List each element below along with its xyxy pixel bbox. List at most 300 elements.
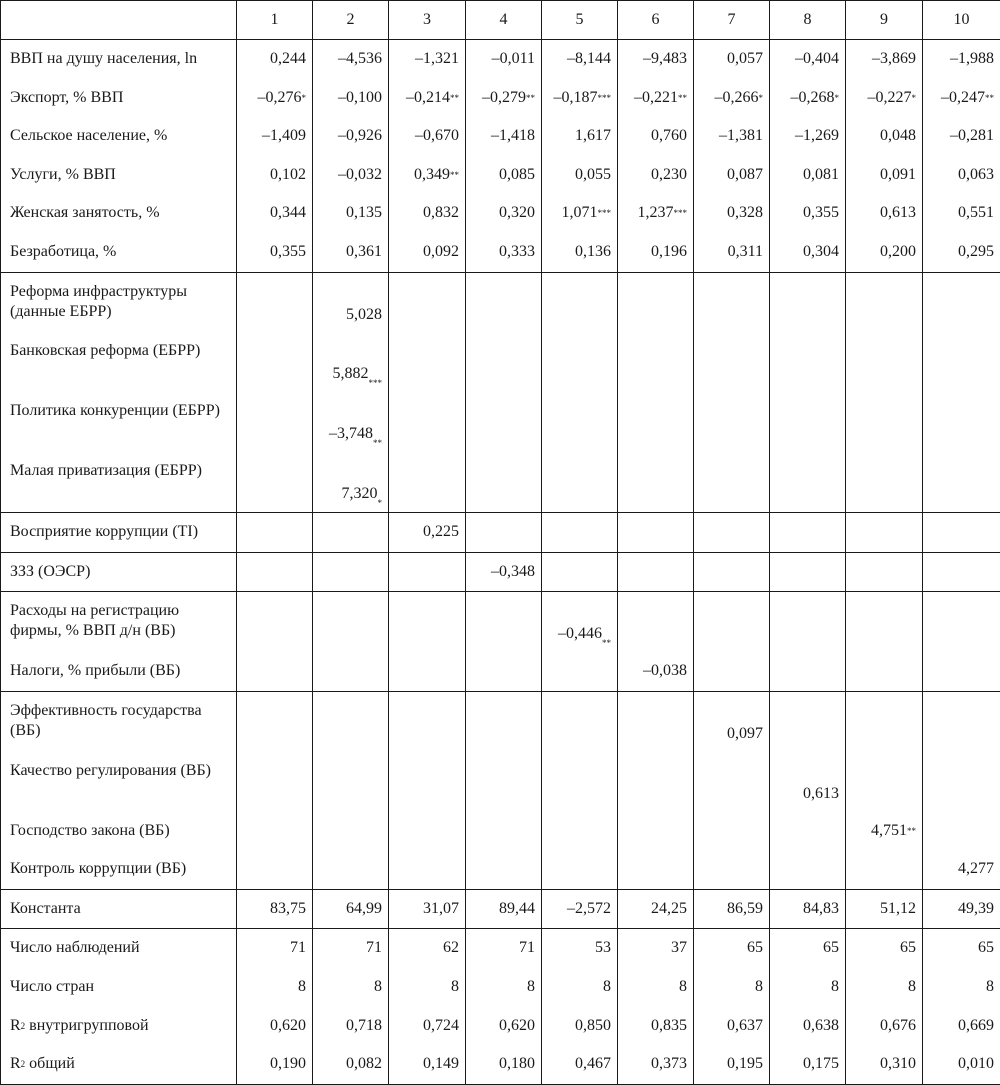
table-cell bbox=[618, 889, 694, 929]
cell-value: 31,07 bbox=[423, 899, 459, 917]
table-cell bbox=[237, 592, 313, 652]
table-row bbox=[1, 452, 1000, 512]
cell-value: 0,097 bbox=[727, 724, 763, 742]
column-header: 9 bbox=[846, 1, 923, 40]
cell-value: 0,081 bbox=[803, 165, 839, 183]
table-cell bbox=[694, 592, 770, 652]
table-cell bbox=[770, 592, 846, 652]
cell-value: 89,44 bbox=[499, 899, 535, 917]
row-label bbox=[1, 79, 237, 118]
table-cell bbox=[618, 929, 694, 968]
table-cell bbox=[313, 40, 389, 79]
cell-value: 0,092 bbox=[423, 242, 459, 260]
row-label bbox=[1, 592, 237, 652]
cell-value: 4,751 bbox=[871, 821, 907, 839]
table-cell bbox=[694, 194, 770, 233]
cell-value: –0,227 bbox=[867, 88, 912, 106]
table-cell bbox=[389, 233, 466, 272]
table-cell bbox=[313, 889, 389, 929]
table-cell bbox=[466, 452, 542, 512]
table-row bbox=[1, 850, 1000, 889]
table-cell: –0,187 *** bbox=[542, 79, 618, 118]
table-cell bbox=[389, 592, 466, 652]
row-label-text: Услуги, % ВВП bbox=[10, 165, 116, 183]
cell-value: 8 bbox=[986, 978, 994, 996]
table-cell bbox=[313, 592, 389, 652]
cell-value: 1,071 bbox=[561, 204, 598, 222]
table-cell bbox=[389, 392, 466, 452]
table-cell: 1,071 *** bbox=[542, 194, 618, 233]
cell-value: 0,244 bbox=[270, 50, 306, 67]
table-cell bbox=[389, 332, 466, 392]
table-cell bbox=[237, 233, 313, 272]
table-cell bbox=[542, 156, 618, 195]
cell-value: 71 bbox=[290, 939, 306, 957]
table-cell bbox=[618, 452, 694, 512]
row-label-text: Сельское население, % bbox=[10, 127, 168, 145]
column-header: 2 bbox=[313, 1, 389, 40]
table-cell bbox=[770, 929, 846, 968]
cell-value: 0,349 bbox=[414, 165, 450, 183]
table-cell bbox=[923, 968, 1000, 1007]
cell-value: –3,869 bbox=[872, 50, 916, 67]
row-label-text: ВВП на душу населения, ln bbox=[10, 50, 198, 67]
table-cell bbox=[389, 850, 466, 889]
table-cell bbox=[846, 929, 923, 968]
table-cell bbox=[237, 652, 313, 691]
table-cell bbox=[846, 968, 923, 1007]
cell-value: 0,136 bbox=[575, 242, 611, 260]
table-cell: –0,227 * bbox=[846, 79, 923, 118]
row-label-text: R bbox=[10, 1055, 21, 1073]
row-label-text: Расходы на регистрацию фирмы, % ВВП д/н (ВБ) bbox=[10, 602, 180, 640]
table-cell bbox=[313, 1045, 389, 1084]
row-label-text: Политика конкуренции (ЕБРР) bbox=[10, 402, 220, 420]
table-cell bbox=[466, 1045, 542, 1084]
table-cell bbox=[237, 194, 313, 233]
table-cell bbox=[618, 513, 694, 553]
table-cell bbox=[237, 272, 313, 332]
table-cell bbox=[846, 194, 923, 233]
table-cell: –0,214 ** bbox=[389, 79, 466, 118]
table-cell bbox=[770, 194, 846, 233]
row-label bbox=[1, 117, 237, 156]
table-body bbox=[1, 40, 1000, 1085]
table-cell bbox=[389, 752, 466, 812]
row-label-text: ЗЗЗ (ОЭСР) bbox=[10, 562, 91, 580]
cell-value: 0,361 bbox=[346, 242, 382, 260]
table-cell bbox=[694, 652, 770, 691]
table-cell bbox=[389, 691, 466, 751]
table-cell bbox=[313, 513, 389, 553]
cell-value: 0,613 bbox=[880, 204, 916, 222]
cell-value: –1,988 bbox=[950, 50, 994, 67]
table-cell bbox=[923, 592, 1000, 652]
cell-value: 0,195 bbox=[727, 1055, 763, 1073]
table-cell: –0,279 ** bbox=[466, 79, 542, 118]
table-cell bbox=[618, 752, 694, 812]
cell-value: 0,010 bbox=[958, 1055, 994, 1073]
table-cell bbox=[313, 117, 389, 156]
cell-value: 0,085 bbox=[499, 165, 535, 183]
cell-value: 62 bbox=[443, 939, 459, 957]
table-cell bbox=[846, 752, 923, 812]
table-cell: –0,276 * bbox=[237, 79, 313, 118]
table-cell bbox=[923, 452, 1000, 512]
table-cell bbox=[770, 272, 846, 332]
cell-value: 53 bbox=[595, 939, 611, 957]
table-cell bbox=[923, 392, 1000, 452]
table-cell bbox=[542, 968, 618, 1007]
column-header: 7 bbox=[694, 1, 770, 40]
table-cell bbox=[389, 1007, 466, 1046]
table-cell bbox=[846, 552, 923, 592]
cell-value: –1,409 bbox=[262, 127, 306, 145]
row-label bbox=[1, 452, 237, 512]
cell-value: 8 bbox=[527, 978, 535, 996]
table-cell bbox=[466, 513, 542, 553]
table-cell: 1,237 *** bbox=[618, 194, 694, 233]
table-cell bbox=[542, 752, 618, 812]
table-cell bbox=[923, 194, 1000, 233]
table-cell bbox=[466, 652, 542, 691]
cell-value: 0,832 bbox=[423, 204, 459, 222]
cell-value: 0,373 bbox=[651, 1055, 687, 1073]
cell-value: –0,266 bbox=[714, 88, 759, 106]
table-cell bbox=[618, 332, 694, 392]
table-cell: 0,349 ** bbox=[389, 156, 466, 195]
cell-value: –0,221 bbox=[634, 88, 678, 106]
table-cell bbox=[846, 40, 923, 79]
row-label-text: внутригрупповой bbox=[25, 1016, 149, 1034]
table-row bbox=[1, 272, 1000, 332]
row-label-text: Налоги, % прибыли (ВБ) bbox=[10, 662, 181, 680]
table-cell bbox=[389, 929, 466, 968]
table-cell bbox=[923, 812, 1000, 851]
table-cell bbox=[313, 652, 389, 691]
table-cell bbox=[770, 1045, 846, 1084]
table-cell bbox=[618, 691, 694, 751]
table-cell bbox=[389, 272, 466, 332]
table-cell bbox=[389, 40, 466, 79]
table-cell: –0,268 * bbox=[770, 79, 846, 118]
table-cell bbox=[542, 850, 618, 889]
header-corner bbox=[1, 1, 237, 40]
table-cell bbox=[846, 156, 923, 195]
cell-value: 51,12 bbox=[880, 899, 916, 917]
table-cell bbox=[237, 40, 313, 79]
row-label bbox=[1, 392, 237, 452]
cell-value: 0,613 bbox=[803, 784, 839, 802]
table-cell bbox=[923, 652, 1000, 691]
table-cell bbox=[542, 652, 618, 691]
cell-value: 0,082 bbox=[346, 1055, 382, 1073]
table-row bbox=[1, 691, 1000, 751]
row-label-text: Реформа инфраструктуры (данные ЕБРР) bbox=[10, 282, 187, 320]
cell-value: –1,269 bbox=[795, 127, 839, 145]
table-row bbox=[1, 812, 1000, 851]
table-cell bbox=[466, 117, 542, 156]
table-cell bbox=[313, 233, 389, 272]
cell-value: 37 bbox=[671, 939, 687, 957]
table-cell bbox=[466, 332, 542, 392]
table-cell bbox=[618, 552, 694, 592]
table-row bbox=[1, 592, 1000, 652]
table-cell bbox=[618, 1045, 694, 1084]
table-cell bbox=[237, 332, 313, 392]
header-row bbox=[1, 1, 1000, 40]
table-cell bbox=[770, 1007, 846, 1046]
table-cell bbox=[237, 392, 313, 452]
table-cell: 4,751 ** bbox=[846, 812, 923, 851]
table-cell: 7,320 * bbox=[313, 452, 389, 512]
table-cell bbox=[389, 652, 466, 691]
table-cell bbox=[542, 812, 618, 851]
row-label-text: Господство закона (ВБ) bbox=[10, 821, 170, 839]
cell-value: –0,348 bbox=[491, 562, 535, 580]
table-cell bbox=[618, 592, 694, 652]
cell-value: –0,404 bbox=[795, 50, 839, 67]
table-row bbox=[1, 1007, 1000, 1046]
row-label bbox=[1, 233, 237, 272]
table-row bbox=[1, 752, 1000, 812]
cell-value: 0,295 bbox=[958, 242, 994, 260]
table-cell bbox=[694, 332, 770, 392]
table-cell bbox=[313, 194, 389, 233]
table-cell bbox=[313, 812, 389, 851]
table-cell bbox=[770, 812, 846, 851]
table-cell bbox=[846, 272, 923, 332]
table-cell bbox=[618, 968, 694, 1007]
table-cell bbox=[389, 552, 466, 592]
table-cell bbox=[313, 850, 389, 889]
cell-value: 0,311 bbox=[727, 242, 763, 260]
table-cell bbox=[770, 889, 846, 929]
table-cell bbox=[694, 552, 770, 592]
cell-value: 0,669 bbox=[958, 1016, 994, 1034]
table-cell bbox=[694, 691, 770, 751]
cell-value: –0,279 bbox=[482, 88, 526, 106]
cell-value: 0,333 bbox=[499, 242, 535, 260]
table-cell bbox=[466, 592, 542, 652]
column-header: 4 bbox=[466, 1, 542, 40]
table-cell bbox=[237, 452, 313, 512]
table-cell: –0,247 ** bbox=[923, 79, 1000, 118]
table-cell bbox=[770, 691, 846, 751]
row-label-text: Банковская реформа (ЕБРР) bbox=[10, 342, 201, 360]
table-cell bbox=[389, 452, 466, 512]
table-cell bbox=[313, 752, 389, 812]
cell-value: 1,237 bbox=[637, 204, 674, 222]
row-label bbox=[1, 552, 237, 592]
table-cell bbox=[237, 850, 313, 889]
cell-value: 7,320 bbox=[341, 485, 378, 503]
table-cell bbox=[542, 513, 618, 553]
cell-value: 86,59 bbox=[727, 899, 763, 917]
row-label-text: Безработица, % bbox=[10, 242, 117, 260]
table-cell bbox=[389, 513, 466, 553]
table-cell bbox=[694, 452, 770, 512]
table-cell bbox=[237, 752, 313, 812]
table-cell bbox=[618, 272, 694, 332]
table-cell bbox=[466, 850, 542, 889]
table-cell bbox=[694, 156, 770, 195]
table-cell: –0,446 ** bbox=[542, 592, 618, 652]
cell-value: –0,926 bbox=[338, 127, 382, 145]
table-cell bbox=[466, 1007, 542, 1046]
cell-value: –4,536 bbox=[338, 50, 382, 67]
table-cell bbox=[389, 117, 466, 156]
cell-value: 0,620 bbox=[270, 1016, 306, 1034]
cell-value: 0,676 bbox=[880, 1016, 916, 1034]
row-label bbox=[1, 332, 237, 392]
table-row bbox=[1, 652, 1000, 691]
table-cell bbox=[237, 929, 313, 968]
table-cell bbox=[466, 752, 542, 812]
column-header: 10 bbox=[923, 1, 1000, 40]
cell-value: 0,149 bbox=[423, 1055, 459, 1073]
row-label-text: общий bbox=[25, 1055, 75, 1073]
table-cell bbox=[923, 332, 1000, 392]
table-cell bbox=[770, 968, 846, 1007]
table-cell bbox=[466, 968, 542, 1007]
table-cell bbox=[466, 194, 542, 233]
cell-value: 64,99 bbox=[346, 899, 382, 917]
cell-value: 0,200 bbox=[880, 242, 916, 260]
table-cell bbox=[923, 513, 1000, 553]
table-cell bbox=[923, 752, 1000, 812]
table-row bbox=[1, 968, 1000, 1007]
table-cell bbox=[770, 40, 846, 79]
cell-value: 0,620 bbox=[499, 1016, 535, 1034]
table-cell bbox=[542, 40, 618, 79]
table-cell bbox=[466, 929, 542, 968]
table-cell bbox=[466, 889, 542, 929]
cell-value: 8 bbox=[908, 978, 916, 996]
cell-value: 0,057 bbox=[727, 50, 763, 67]
cell-value: 8 bbox=[374, 978, 382, 996]
cell-value: 0,724 bbox=[423, 1016, 459, 1034]
table-cell bbox=[694, 1045, 770, 1084]
table-cell bbox=[618, 812, 694, 851]
table-cell bbox=[923, 272, 1000, 332]
cell-value: –0,038 bbox=[643, 662, 687, 680]
cell-value: 8 bbox=[831, 978, 839, 996]
cell-value: –9,483 bbox=[643, 50, 687, 67]
table-cell bbox=[237, 513, 313, 553]
cell-value: –2,572 bbox=[567, 899, 611, 917]
table-cell bbox=[846, 850, 923, 889]
table-row bbox=[1, 79, 1000, 118]
table-cell bbox=[466, 272, 542, 332]
table-cell bbox=[237, 812, 313, 851]
table-row bbox=[1, 1045, 1000, 1084]
column-header: 1 bbox=[237, 1, 313, 40]
table-cell bbox=[770, 156, 846, 195]
cell-value: –0,276 bbox=[257, 88, 302, 106]
table-cell bbox=[694, 929, 770, 968]
cell-value: 71 bbox=[366, 939, 382, 957]
row-label bbox=[1, 156, 237, 195]
table-cell bbox=[923, 850, 1000, 889]
table-cell bbox=[389, 194, 466, 233]
cell-value: 0,637 bbox=[727, 1016, 763, 1034]
cell-value: 65 bbox=[747, 939, 763, 957]
cell-value: 8 bbox=[451, 978, 459, 996]
cell-value: 0,310 bbox=[880, 1055, 916, 1073]
table-cell bbox=[694, 272, 770, 332]
cell-value: 0,091 bbox=[880, 165, 916, 183]
table-cell bbox=[237, 1045, 313, 1084]
cell-value: 0,344 bbox=[270, 204, 306, 222]
table-cell bbox=[770, 513, 846, 553]
table-cell bbox=[389, 812, 466, 851]
cell-value: 1,617 bbox=[575, 127, 611, 145]
table-cell bbox=[846, 117, 923, 156]
table-cell bbox=[846, 513, 923, 553]
cell-value: –0,281 bbox=[950, 127, 994, 145]
row-label bbox=[1, 850, 237, 889]
column-header: 3 bbox=[389, 1, 466, 40]
table-cell bbox=[770, 392, 846, 452]
cell-value: 49,39 bbox=[958, 899, 994, 917]
table-cell bbox=[618, 392, 694, 452]
table-cell bbox=[237, 552, 313, 592]
table-cell bbox=[846, 592, 923, 652]
row-label-text: Число наблюдений bbox=[10, 939, 140, 957]
cell-value: 65 bbox=[978, 939, 994, 957]
table-cell bbox=[846, 1045, 923, 1084]
table-cell bbox=[313, 968, 389, 1007]
cell-value: –1,418 bbox=[491, 127, 535, 145]
table-cell bbox=[846, 652, 923, 691]
table-cell bbox=[237, 889, 313, 929]
table-cell bbox=[466, 691, 542, 751]
cell-value: –0,247 bbox=[941, 88, 985, 106]
table-cell bbox=[389, 968, 466, 1007]
table-cell bbox=[694, 40, 770, 79]
table-cell bbox=[313, 272, 389, 332]
table-cell bbox=[923, 40, 1000, 79]
table-cell bbox=[694, 968, 770, 1007]
cell-value: 0,355 bbox=[270, 242, 306, 260]
table-cell bbox=[618, 850, 694, 889]
column-header: 8 bbox=[770, 1, 846, 40]
cell-value: 0,196 bbox=[651, 242, 687, 260]
row-label-text: Число стран bbox=[10, 978, 94, 996]
table-cell: –3,748 ** bbox=[313, 392, 389, 452]
table-cell bbox=[542, 452, 618, 512]
table-cell bbox=[846, 233, 923, 272]
table-cell bbox=[542, 117, 618, 156]
table-cell: –0,221 ** bbox=[618, 79, 694, 118]
cell-value: 0,190 bbox=[270, 1055, 306, 1073]
cell-value: 0,320 bbox=[499, 204, 535, 222]
cell-value: –8,144 bbox=[567, 50, 611, 67]
cell-value: 0,102 bbox=[270, 165, 306, 183]
cell-value: –0,446 bbox=[558, 625, 602, 643]
cell-value: –0,032 bbox=[338, 165, 382, 183]
table-cell bbox=[618, 1007, 694, 1046]
table-cell bbox=[618, 156, 694, 195]
cell-value: –0,214 bbox=[406, 88, 450, 106]
table-cell bbox=[846, 392, 923, 452]
table-cell bbox=[237, 156, 313, 195]
table-cell bbox=[618, 233, 694, 272]
cell-value: 0,760 bbox=[651, 127, 687, 145]
cell-value: –0,100 bbox=[338, 88, 382, 106]
table-cell bbox=[313, 691, 389, 751]
